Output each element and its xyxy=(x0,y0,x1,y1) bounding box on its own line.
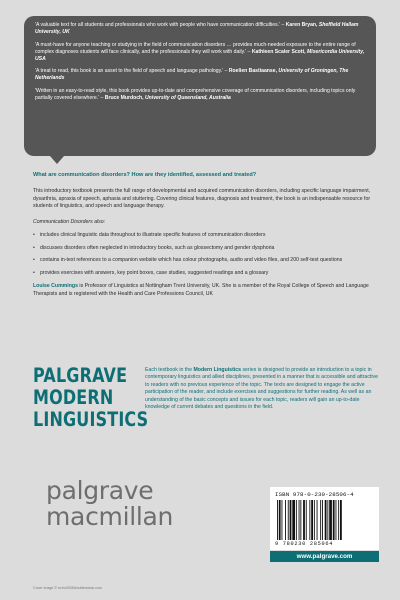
quote-3 xyxy=(35,68,366,82)
quote-author: Kathleen Scaler Scott, xyxy=(251,48,306,55)
barcode-number: 9 780230 285064 xyxy=(275,541,334,547)
quote-affiliation: Sheffield Hallam University, UK xyxy=(35,22,359,35)
series-logo-line: PALGRAVE xyxy=(33,364,128,387)
quote-affiliation: University of Groningen, The Netherlands xyxy=(35,68,349,82)
series-logo-line: MODERN xyxy=(33,386,114,409)
author-bio-text: is Professor of Linguistics at Nottingham Trent University, UK. She is a member of the Royal College of Speech and Language Therapists and is registered with the Health and Care Professions Council, UK xyxy=(33,283,369,297)
blurb-lead: Communication Disorders also: xyxy=(33,218,106,225)
barcode-panel xyxy=(270,487,379,550)
series-logo xyxy=(33,364,149,431)
list-item: • contains in-text references to a companion website which has colour photographs, audio and video files, and 200 self-test questions xyxy=(33,257,373,265)
series-logo-line: LINGUISTICS xyxy=(33,408,149,431)
blurb-intro: This introductory textbook presents the full range of developmental and acquired communication disorders, including specific language impairment, dysarthria, apraxia of speech, aphasia and stuttering. Covering clinical features, diagnosis and treatment, the book is an indispensable resource for students of linguistics, and speech and language therapy. xyxy=(33,188,371,210)
author-name: Louise Cummings xyxy=(33,283,78,290)
series-text-part: Each textbook in the xyxy=(145,367,194,373)
isbn-label: ISBN 978-0-230-28506-4 xyxy=(275,491,354,498)
quote-text: 'A treat to read, this book is an asset to the field of speech and language pathology.' – xyxy=(35,68,228,75)
review-quotes-box xyxy=(24,16,376,156)
feature-list xyxy=(33,232,373,277)
blurb-question: What are communication disorders? How are they identified, assessed and treated? xyxy=(33,172,257,178)
series-text-part: series is designed to provide an introduction to a topic in contemporary linguistics and allied disciplines, presented in a manner that is accessible and attractive to readers with no previous experience of the topic. The texts are designed to engage the active participation of the reader, and include exercises and suggestions for further reading. As well as an understanding of the basic concepts and issues for each topic, readers will gain an up-to-date knowledge of current debates and questions in the field. xyxy=(145,367,378,410)
list-item: • includes clinical linguistic data throughout to illustrate specific features of communication disorders xyxy=(33,232,373,240)
series-name: Modern Linguistics xyxy=(193,367,242,373)
quote-text: 'Written in an easy-to-read style, this book provides up-to-date and comprehensive coverage of communication disorders, including topics only partially covered elsewhere.' – xyxy=(35,88,356,101)
quote-affiliation: University of Queensland, Australia xyxy=(144,95,231,101)
quote-4 xyxy=(35,88,366,102)
publisher-logo-line: palgrave xyxy=(46,476,154,505)
quote-author: Roelien Bastiaanse, xyxy=(228,68,277,75)
quote-author: Bruce Murdoch, xyxy=(104,95,144,101)
quote-text: 'A must-have for anyone teaching or studying in the field of communication disorders … provides much-needed exposure to the entire range of complex diagnoses students will face clinically, and the professionals they will work with daily.' – xyxy=(35,41,356,55)
cover-image-credit: Cover image © echo3005/shutterstock.com xyxy=(33,586,102,590)
quote-text: 'A valuable text for all students and professionals who work with people who have communication difficulties.' – xyxy=(35,22,285,28)
publisher-url: www.palgrave.com xyxy=(270,551,379,562)
list-item: • discusses disorders often neglected in introductory books, such as glossectomy and gender dysphoria xyxy=(33,245,373,253)
list-item: • provides exercises with answers, key point boxes, case studies, suggested readings and a glossary xyxy=(33,270,373,278)
quote-2 xyxy=(35,42,366,63)
publisher-logo-line: macmillan xyxy=(46,502,174,531)
author-bio xyxy=(33,283,373,298)
series-description xyxy=(145,367,378,411)
series-block xyxy=(33,365,378,451)
quote-1 xyxy=(35,22,366,36)
blurb xyxy=(33,171,373,306)
publisher-logo xyxy=(46,478,173,530)
barcode-icon xyxy=(275,500,374,540)
quote-author: Karen Bryan, xyxy=(285,22,318,28)
quote-affiliation: Misericordia University, USA xyxy=(35,48,365,62)
